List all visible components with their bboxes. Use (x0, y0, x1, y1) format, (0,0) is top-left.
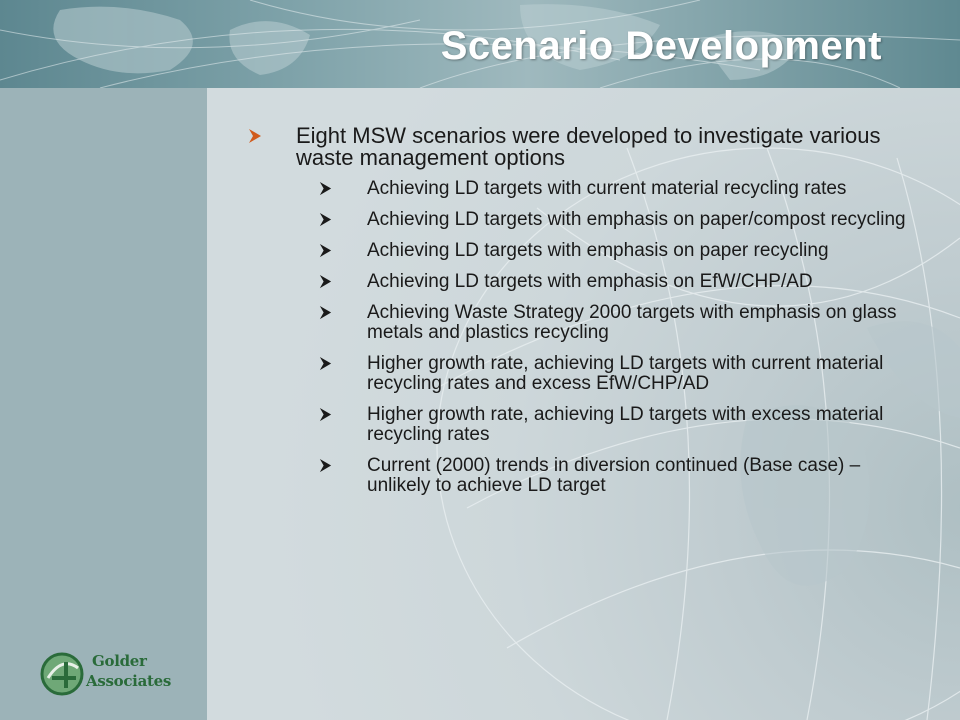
arrow-bullet-icon (247, 128, 263, 144)
sub-bullet-text: Achieving LD targets with emphasis on paper recycling (367, 240, 829, 261)
sub-bullet (247, 303, 927, 343)
golder-globe-logo-icon (38, 648, 90, 700)
bullet-list (247, 125, 927, 507)
sub-bullet (247, 354, 927, 394)
sub-bullet-text: Current (2000) trends in diversion continued (Base case) – unlikely to achieve LD target (367, 455, 861, 496)
logo-text-associates: Associates (86, 672, 172, 690)
sub-bullet-text: Achieving LD targets with emphasis on EfW/CHP/AD (367, 271, 813, 292)
sub-bullet-text: Higher growth rate, achieving LD targets with excess material recycling rates (367, 404, 884, 445)
sub-bullet-text: Higher growth rate, achieving LD targets with current material recycling rates and excess EfW/CHP/AD (367, 353, 884, 394)
logo-text-golder: Golder (92, 652, 147, 670)
sub-bullet (247, 272, 927, 292)
sub-bullet (247, 179, 927, 199)
main-bullet-text: Eight MSW scenarios were developed to investigate various waste management options (296, 123, 881, 170)
sub-bullet (247, 210, 927, 230)
arrow-bullet-icon (318, 212, 333, 227)
sub-bullet-text: Achieving Waste Strategy 2000 targets with emphasis on glass metals and plastics recycling (367, 302, 897, 343)
arrow-bullet-icon (318, 274, 333, 289)
slide-header (0, 0, 960, 88)
arrow-bullet-icon (318, 407, 333, 422)
main-bullet (247, 125, 927, 169)
left-sidebar-band (0, 88, 207, 720)
slide-title: Scenario Development (440, 24, 882, 68)
sub-bullet (247, 405, 927, 445)
arrow-bullet-icon (318, 458, 333, 473)
sub-bullet (247, 456, 927, 496)
sub-bullet-text: Achieving LD targets with emphasis on paper/compost recycling (367, 209, 906, 230)
sub-bullet (247, 241, 927, 261)
arrow-bullet-icon (318, 181, 333, 196)
arrow-bullet-icon (318, 243, 333, 258)
golder-associates-logo (38, 646, 178, 700)
arrow-bullet-icon (318, 305, 333, 320)
sub-bullet-text: Achieving LD targets with current material recycling rates (367, 178, 847, 199)
arrow-bullet-icon (318, 356, 333, 371)
